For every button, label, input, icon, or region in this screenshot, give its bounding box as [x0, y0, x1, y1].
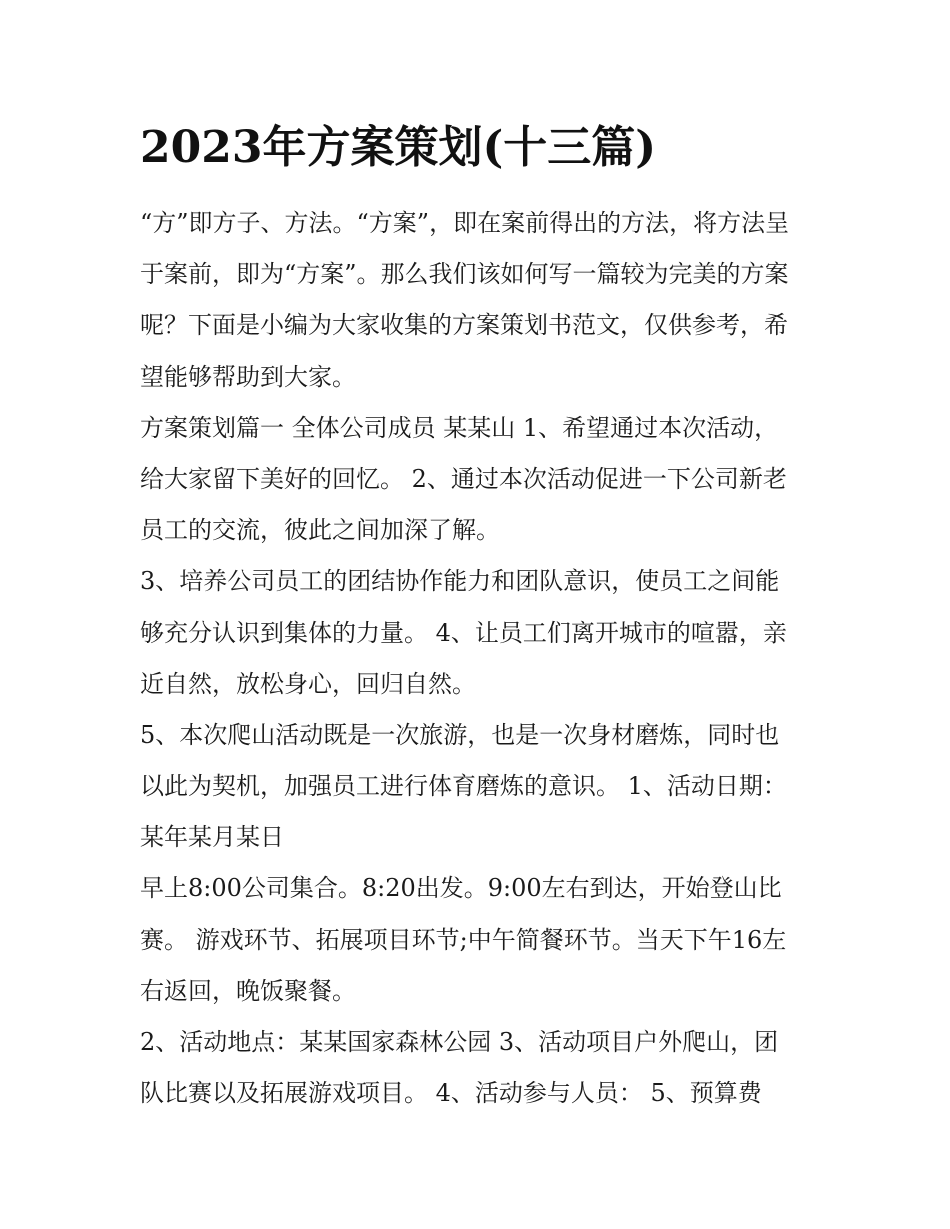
text-line: 5、本次爬山活动既是一次旅游，也是一次身材磨炼，同时也: [140, 720, 780, 749]
text-line: 呢？下面是小编为大家收集的方案策划书范文，仅供参考，希: [140, 311, 788, 340]
text-line: 以此为契机，加强员工进行体育磨炼的意识。 1、活动日期：: [140, 772, 787, 801]
text-line: 3、培养公司员工的团结协作能力和团队意识，使员工之间能: [140, 567, 780, 596]
text-line: “方”即方子、方法。“方案”，即在案前得出的方法，将方法呈: [140, 209, 790, 237]
text-line: 早上8:00公司集合。8:20出发。9:00左右到达，开始登山比: [140, 874, 782, 903]
text-line: 队比赛以及拓展游戏项目。 4、活动参与人员： 5、预算费: [140, 1079, 762, 1108]
text-line: 于案前，即为“方案”。那么我们该如何写一篇较为完美的方案: [140, 260, 789, 289]
text-line: 近自然，放松身心，回归自然。: [140, 669, 476, 698]
document-body: [140, 198, 820, 1119]
document-title: 2023年方案策划(十三篇): [140, 122, 657, 173]
text-line: 望能够帮助到大家。: [140, 362, 356, 391]
text-line: 员工的交流，彼此之间加深了解。: [140, 516, 500, 545]
text-line: 某年某月某日: [140, 823, 284, 852]
text-line: 给大家留下美好的回忆。 2、通过本次活动促进一下公司新老: [140, 464, 787, 493]
text-line: 右返回，晚饭聚餐。: [140, 976, 356, 1005]
text-line: 赛。 游戏环节、拓展项目环节;中午简餐环节。当天下午16左: [140, 925, 787, 954]
text-line: 方案策划篇一 全体公司成员 某某山 1、希望通过本次活动，: [140, 413, 779, 442]
text-line: 2、活动地点：某某国家森林公园 3、活动项目户外爬山，团: [140, 1028, 779, 1056]
text-line: 够充分认识到集体的力量。 4、让员工们离开城市的喧嚣，亲: [140, 618, 787, 647]
